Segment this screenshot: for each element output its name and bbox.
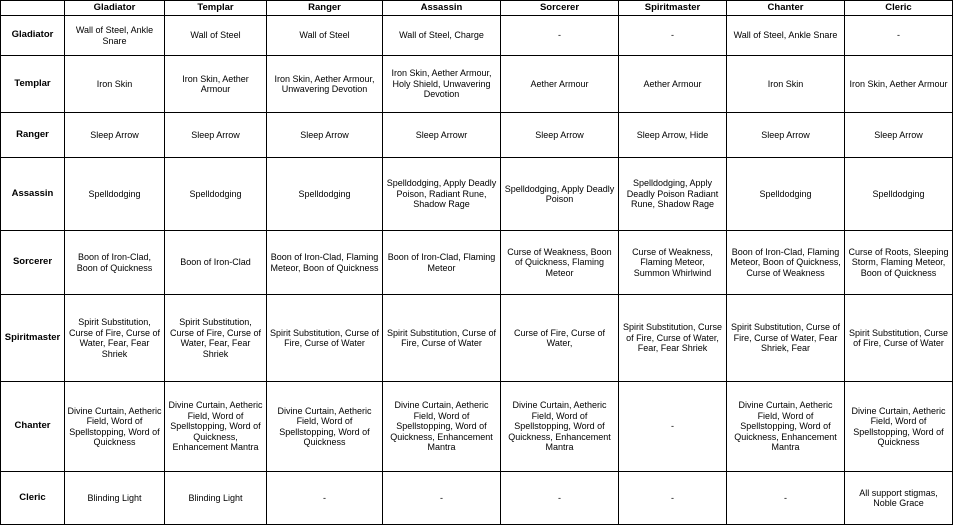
column-header: Cleric xyxy=(845,1,953,16)
table-cell: Sleep Arrow xyxy=(727,113,845,158)
table-cell: Divine Curtain, Aetheric Field, Word of Spellstopping, Word of Quickness xyxy=(267,382,383,472)
table-cell: Spirit Substitution, Curse of Fire, Curse of Water xyxy=(845,295,953,382)
table-cell: Curse of Weakness, Flaming Meteor, Summon Whirlwind xyxy=(619,231,727,295)
table-row xyxy=(1,16,953,56)
column-header: Sorcerer xyxy=(501,1,619,16)
table-cell: Iron Skin xyxy=(727,56,845,113)
table-cell: Spelldodging xyxy=(165,158,267,231)
table-cell: - xyxy=(619,472,727,525)
table-cell: Spirit Substitution, Curse of Fire, Curse of Water xyxy=(383,295,501,382)
table-cell: Iron Skin, Aether Armour, Unwavering Devotion xyxy=(267,56,383,113)
table-cell: - xyxy=(727,472,845,525)
table-cell: Blinding Light xyxy=(165,472,267,525)
table-cell: Spelldodging xyxy=(65,158,165,231)
column-header: Ranger xyxy=(267,1,383,16)
table-cell: - xyxy=(619,382,727,472)
row-header: Sorcerer xyxy=(1,231,65,295)
table-cell: Spelldodging xyxy=(845,158,953,231)
table-cell: Iron Skin, Aether Armour, Holy Shield, Unwavering Devotion xyxy=(383,56,501,113)
table-cell: Spelldodging, Apply Deadly Poison, Radiant Rune, Shadow Rage xyxy=(383,158,501,231)
table-cell: Boon of Iron-Clad xyxy=(165,231,267,295)
table-cell: Blinding Light xyxy=(65,472,165,525)
table-cell: - xyxy=(383,472,501,525)
table-cell: Spirit Substitution, Curse of Fire, Curse of Water, Fear, Fear Shriek xyxy=(165,295,267,382)
row-header: Gladiator xyxy=(1,16,65,56)
table-cell: - xyxy=(501,472,619,525)
table-cell: Divine Curtain, Aetheric Field, Word of Spellstopping, Word of Quickness, Enhancement Mantra xyxy=(383,382,501,472)
table-cell: Sleep Arrow xyxy=(65,113,165,158)
table-cell: Divine Curtain, Aetheric Field, Word of Spellstopping, Word of Quickness, Enhancement Mantra xyxy=(727,382,845,472)
column-header: Gladiator xyxy=(65,1,165,16)
table-cell: Spirit Substitution, Curse of Fire, Curse of Water, Fear, Fear Shriek xyxy=(65,295,165,382)
corner-cell xyxy=(1,1,65,16)
table-cell: Boon of Iron-Clad, Boon of Quickness xyxy=(65,231,165,295)
table-row xyxy=(1,472,953,525)
table-cell: Iron Skin, Aether Armour xyxy=(165,56,267,113)
table-cell: Spelldodging xyxy=(267,158,383,231)
table-cell: Sleep Arrow xyxy=(501,113,619,158)
row-header: Cleric xyxy=(1,472,65,525)
table-cell: Spirit Substitution, Curse of Fire, Curse of Water, Fear Shriek, Fear xyxy=(727,295,845,382)
table-cell: Spelldodging, Apply Deadly Poison xyxy=(501,158,619,231)
header-row xyxy=(1,1,953,16)
table-cell: Sleep Arrow, Hide xyxy=(619,113,727,158)
table-cell: - xyxy=(501,16,619,56)
table-cell: Wall of Steel xyxy=(267,16,383,56)
table-cell: Spirit Substitution, Curse of Fire, Curse of Water, Fear, Fear Shriek xyxy=(619,295,727,382)
table-cell: Curse of Weakness, Boon of Quickness, Flaming Meteor xyxy=(501,231,619,295)
table-cell: - xyxy=(267,472,383,525)
table-cell: - xyxy=(619,16,727,56)
table-cell: Boon of Iron-Clad, Flaming Meteor, Boon of Quickness xyxy=(267,231,383,295)
row-header: Templar xyxy=(1,56,65,113)
table-cell: Curse of Roots, Sleeping Storm, Flaming Meteor, Boon of Quickness xyxy=(845,231,953,295)
table-cell: Wall of Steel xyxy=(165,16,267,56)
column-header: Spiritmaster xyxy=(619,1,727,16)
table-cell: Spirit Substitution, Curse of Fire, Curse of Water xyxy=(267,295,383,382)
table-row xyxy=(1,158,953,231)
table-cell: Divine Curtain, Aetheric Field, Word of Spellstopping, Word of Quickness, Enhancement Mantra xyxy=(165,382,267,472)
column-header: Templar xyxy=(165,1,267,16)
table-cell: Wall of Steel, Charge xyxy=(383,16,501,56)
table-cell: Boon of Iron-Clad, Flaming Meteor xyxy=(383,231,501,295)
table-cell: Divine Curtain, Aetheric Field, Word of Spellstopping, Word of Quickness, Enhancement Mantra xyxy=(501,382,619,472)
column-header: Chanter xyxy=(727,1,845,16)
row-header: Ranger xyxy=(1,113,65,158)
row-header: Spiritmaster xyxy=(1,295,65,382)
table-row xyxy=(1,56,953,113)
table-row xyxy=(1,295,953,382)
table-cell: Divine Curtain, Aetheric Field, Word of Spellstopping, Word of Quickness xyxy=(65,382,165,472)
row-header: Chanter xyxy=(1,382,65,472)
table-cell: Iron Skin xyxy=(65,56,165,113)
table-cell: Sleep Arrowr xyxy=(383,113,501,158)
table-cell: Sleep Arrow xyxy=(165,113,267,158)
table-cell: Sleep Arrow xyxy=(267,113,383,158)
table-cell: Aether Armour xyxy=(501,56,619,113)
table-cell: All support stigmas, Noble Grace xyxy=(845,472,953,525)
table-cell: Spelldodging, Apply Deadly Poison Radiant Rune, Shadow Rage xyxy=(619,158,727,231)
column-header: Assassin xyxy=(383,1,501,16)
table-cell: Divine Curtain, Aetheric Field, Word of Spellstopping, Word of Quickness xyxy=(845,382,953,472)
table-cell: Spelldodging xyxy=(727,158,845,231)
table-row xyxy=(1,382,953,472)
table-row xyxy=(1,231,953,295)
row-header: Assassin xyxy=(1,158,65,231)
table-cell: Boon of Iron-Clad, Flaming Meteor, Boon of Quickness, Curse of Weakness xyxy=(727,231,845,295)
table-cell: Curse of Fire, Curse of Water, xyxy=(501,295,619,382)
table-cell: Iron Skin, Aether Armour xyxy=(845,56,953,113)
table-row xyxy=(1,113,953,158)
table-cell: Aether Armour xyxy=(619,56,727,113)
table-cell: Sleep Arrow xyxy=(845,113,953,158)
table-cell: - xyxy=(845,16,953,56)
table-cell: Wall of Steel, Ankle Snare xyxy=(65,16,165,56)
table-cell: Wall of Steel, Ankle Snare xyxy=(727,16,845,56)
